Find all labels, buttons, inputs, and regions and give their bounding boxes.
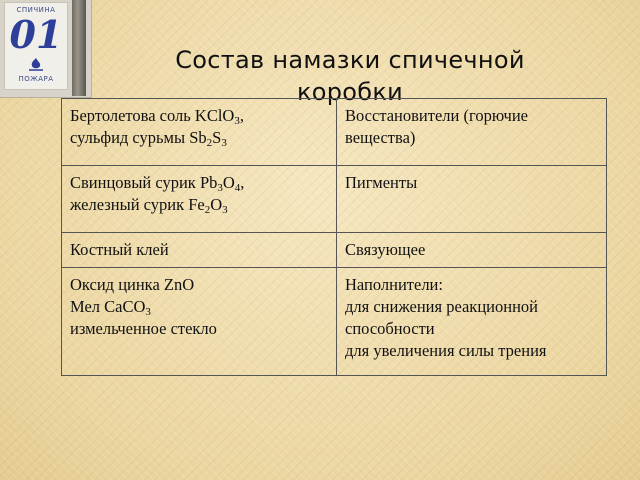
function-line: для увеличения силы трения <box>345 341 547 360</box>
function-cell <box>337 99 607 166</box>
function-line: Пигменты <box>345 173 418 192</box>
component-line: железный сурик $Fe_2O_3$ <box>70 195 228 216</box>
component-line: сульфид сурьмы $Sb_2S_3$ <box>70 128 227 149</box>
logo-side-strip <box>72 0 86 96</box>
component-line: Костный клей <box>70 240 169 259</box>
logo-card <box>4 2 68 90</box>
function-cell <box>337 268 607 376</box>
logo-number: 01 <box>9 12 63 57</box>
logo-bottom-text: ПОЖАРА <box>18 75 54 83</box>
function-line: Наполнители: <box>345 275 443 294</box>
component-cell <box>62 99 337 166</box>
table-row <box>62 268 607 376</box>
table-row <box>62 166 607 233</box>
function-line: Связующее <box>345 240 426 259</box>
component-line: Бертолетова соль KClO$_3$, <box>70 106 244 127</box>
logo-top-text: СПИЧИНА <box>16 6 56 14</box>
component-cell <box>62 166 337 233</box>
function-line: для снижения реакционной <box>345 297 538 316</box>
slide-title: Состав намазки спичечной коробки <box>175 46 525 106</box>
function-cell <box>337 233 607 268</box>
flame-icon <box>27 57 45 71</box>
component-line: Мел CaCO$_3$ <box>70 297 151 318</box>
function-line: вещества) <box>345 128 416 147</box>
component-line: Свинцовый сурик $Pb_3O_4$, <box>70 173 245 194</box>
component-line: Оксид цинка ZnO <box>70 275 195 294</box>
logo <box>0 0 92 98</box>
component-cell <box>62 268 337 376</box>
table-row <box>62 233 607 268</box>
function-line: способности <box>345 319 435 338</box>
component-cell <box>62 233 337 268</box>
composition-table <box>61 98 607 376</box>
function-cell <box>337 166 607 233</box>
component-line: измельченное стекло <box>70 319 217 338</box>
function-line: Восстановители (горючие <box>345 106 528 125</box>
table-row <box>62 99 607 166</box>
